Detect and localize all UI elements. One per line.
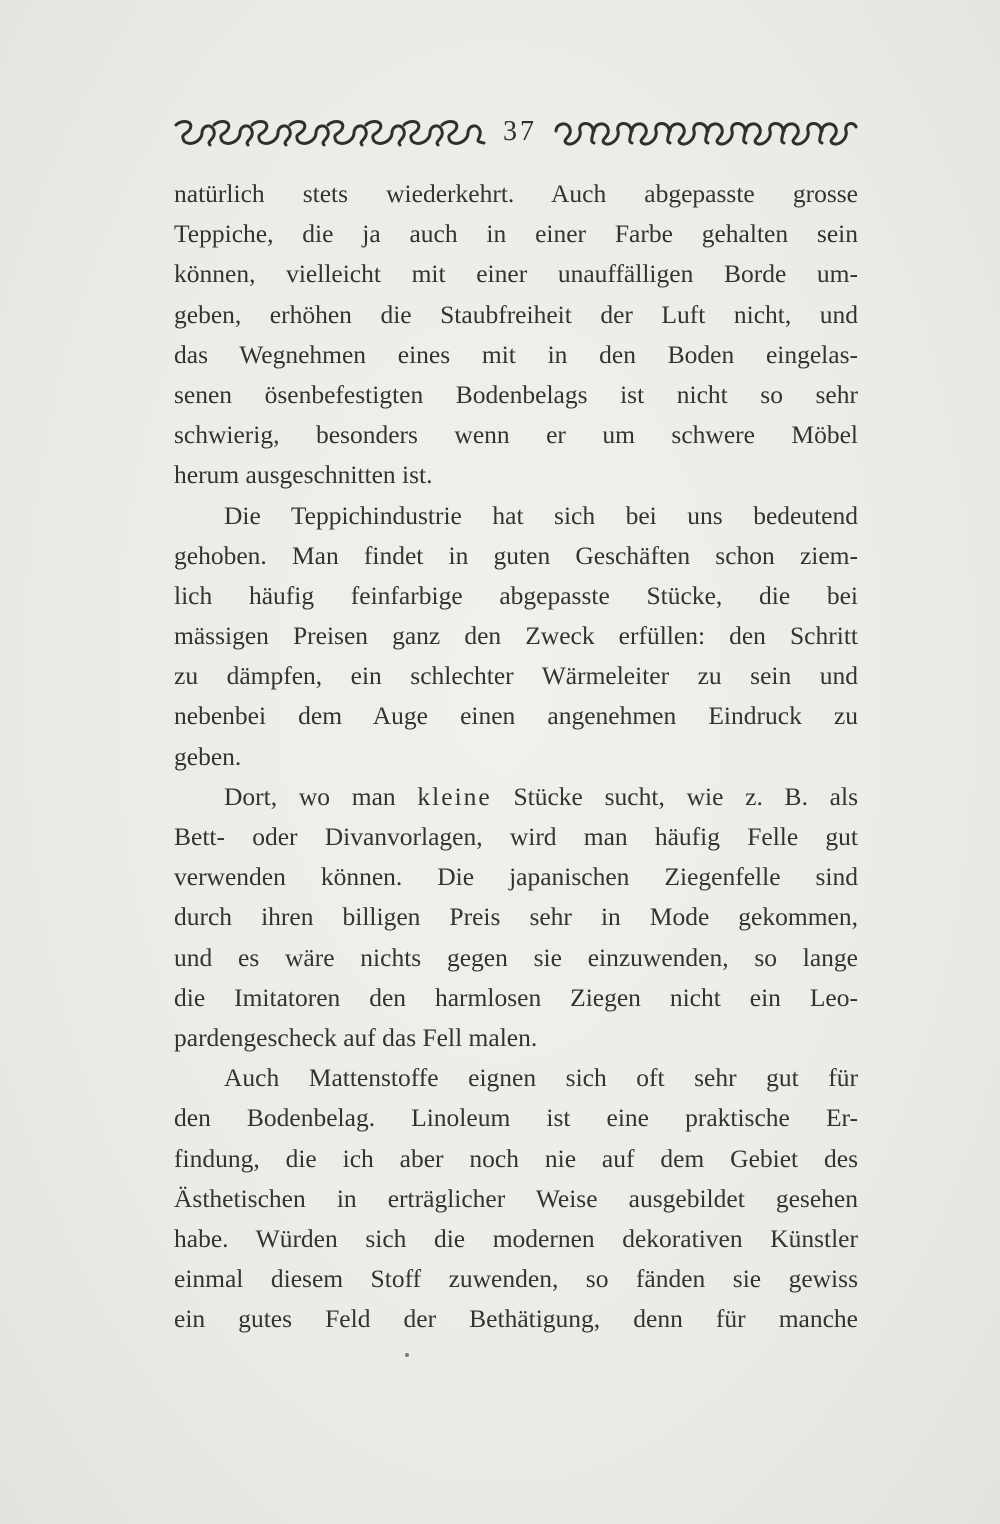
text-line: verwenden können. Die japanischen Ziegenfelle sind [174, 862, 858, 892]
text-line: senen ösenbefestigten Bodenbelags ist nicht so sehr [174, 379, 858, 409]
paragraph-3 [174, 777, 858, 1058]
text-line: findung, die ich aber noch nie auf dem Gebiet des [174, 1143, 858, 1173]
text-line: können, vielleicht mit einer unauffälligen Borde um- [174, 259, 858, 289]
text-line: herum ausgeschnitten ist. [174, 460, 433, 490]
text-line: zu dämpfen, ein schlechter Wärmeleiter zu sein und [174, 661, 858, 691]
page-header [172, 110, 860, 154]
text-line: schwierig, besonders wenn er um schwere Möbel [174, 420, 858, 450]
left-header-ornament [172, 117, 488, 147]
text-line: die Imitatoren den harmlosen Ziegen nicht ein Leo- [174, 982, 858, 1012]
text-line: durch ihren billigen Preis sehr in Mode gekommen, [174, 902, 858, 932]
text-line: ein gutes Feld der Bethätigung, denn für manche [174, 1304, 858, 1334]
text-line: das Wegnehmen eines mit in den Boden eingelas- [174, 339, 858, 369]
text-line: nebenbei dem Auge einen angenehmen Eindruck zu [174, 701, 858, 731]
text-line: Ästhetischen in erträglicher Weise ausgebildet gesehen [174, 1183, 858, 1213]
right-header-ornament [552, 117, 860, 147]
paragraph-2 [174, 496, 858, 777]
text-line: pardengescheck auf das Fell malen. [174, 1022, 538, 1052]
text-line: gehoben. Man findet in guten Geschäften schon ziem- [174, 540, 858, 570]
text-line: und es wäre nichts gegen sie einzuwenden, so lange [174, 942, 858, 972]
text-segment: Dort, wo man [224, 781, 418, 811]
text-line: einmal diesem Stoff zuwenden, so fänden sie gewiss [174, 1264, 858, 1294]
text-line: Auch Mattenstoffe eignen sich oft sehr gut für [224, 1063, 858, 1093]
page-number: 37 [503, 116, 537, 147]
text-line: lich häufig feinfarbige abgepasste Stücke, die bei [174, 580, 858, 610]
text-line: Bett- oder Divanvorlagen, wird man häufig Felle gut [174, 822, 858, 851]
text-line: geben. [174, 741, 242, 771]
emphasized-word: kleine [417, 781, 492, 811]
paper-speck [405, 1353, 409, 1357]
paragraph-1 [174, 174, 858, 496]
text-line [174, 777, 858, 817]
text-line: den Bodenbelag. Linoleum ist eine praktische Er- [174, 1103, 858, 1133]
text-line: natürlich stets wiederkehrt. Auch abgepasste grosse [174, 179, 858, 208]
text-line: mässigen Preisen ganz den Zweck erfüllen: den Schritt [174, 621, 858, 651]
text-line: Teppiche, die ja auch in einer Farbe gehalten sein [174, 219, 858, 249]
paragraph-4 [174, 1058, 858, 1339]
text-line: Die Teppichindustrie hat sich bei uns bedeutend [224, 500, 858, 530]
text-line: habe. Würden sich die modernen dekorativen Künstler [174, 1223, 858, 1253]
text-line: geben, erhöhen die Staubfreiheit der Luft nicht, und [174, 299, 858, 329]
text-segment: Stücke sucht, wie z. B. als [491, 781, 859, 811]
body-text [174, 174, 858, 1339]
